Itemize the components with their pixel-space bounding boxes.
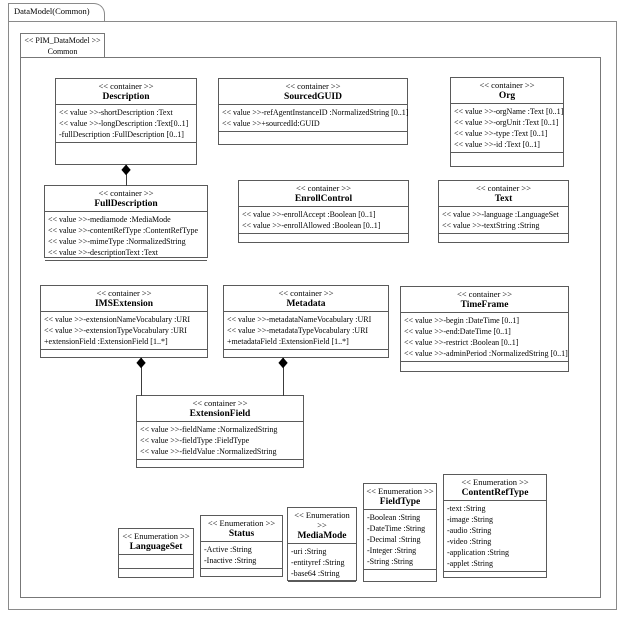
package-name: Common — [47, 47, 78, 56]
class-name: Org — [498, 91, 516, 101]
class-name: LanguageSet — [129, 542, 183, 552]
attribute: -audio :String — [447, 526, 492, 535]
attribute: -Boolean :String — [367, 513, 421, 522]
operations-compartment — [137, 460, 303, 467]
class-header — [45, 186, 207, 212]
attribute: << value >>-id :Text [0..1] — [454, 140, 540, 149]
class-timeframe[interactable] — [400, 286, 569, 372]
class-sourcedguid[interactable] — [218, 78, 408, 145]
package-stereotype: << PIM_DataModel >> — [24, 36, 101, 45]
attribute: -text :String — [447, 504, 486, 513]
attribute: +extensionField :ExtensionField [1..*] — [44, 337, 168, 346]
class-text[interactable] — [438, 180, 569, 243]
attributes-compartment — [401, 313, 568, 362]
attributes-compartment — [364, 510, 436, 570]
stereotype-label: << container >> — [96, 288, 152, 298]
attribute: << value >>-metadataNameVocabulary :URI — [227, 315, 372, 324]
attribute: +metadataField :ExtensionField [1..*] — [227, 337, 349, 346]
attribute: << value >>-extensionTypeVocabulary :URI — [44, 326, 187, 335]
attribute: << value >>-textString :String — [442, 221, 540, 230]
stereotype-label: << container >> — [98, 81, 154, 91]
diagram-tab[interactable]: DataModel(Common) — [8, 3, 105, 22]
composition-diamond-icon: ◆ — [278, 353, 288, 370]
attribute: -String :String — [367, 557, 414, 566]
stereotype-label: << container >> — [295, 183, 352, 193]
attributes-compartment — [45, 212, 207, 261]
attribute: -Decimal :String — [367, 535, 421, 544]
class-header — [56, 79, 196, 105]
attribute: -DateTime :String — [367, 524, 426, 533]
attribute: << value >>-descriptionText :Text — [48, 248, 159, 257]
stereotype-label: << container >> — [479, 80, 535, 90]
class-name: ContentRefType — [461, 488, 529, 498]
attribute: << value >>-fieldType :FieldType — [140, 436, 250, 445]
operations-compartment — [224, 350, 388, 357]
attribute: -applet :String — [447, 559, 493, 568]
attributes-compartment — [119, 555, 193, 569]
class-name: EnrollControl — [294, 194, 353, 204]
class-header — [288, 508, 356, 544]
stereotype-label: << container >> — [98, 188, 154, 198]
class-header — [224, 286, 388, 312]
composition-diamond-icon: ◆ — [121, 160, 131, 177]
attribute: << value >>-end:DateTime [0..1] — [404, 327, 511, 336]
operations-compartment — [451, 153, 563, 166]
attribute: << value >>-fieldName :NormalizedString — [140, 425, 278, 434]
attribute: << value >>-longDescription :Text[0..1] — [59, 119, 189, 128]
class-header — [364, 484, 436, 510]
operations-compartment — [119, 569, 193, 577]
attributes-compartment — [201, 542, 282, 569]
attribute: << value >>-enrollAccept :Boolean [0..1] — [242, 210, 376, 219]
class-header — [401, 287, 568, 313]
attribute: -Active :String — [204, 545, 252, 554]
class-fieldtype[interactable] — [363, 483, 437, 582]
stereotype-label: << container >> — [475, 183, 532, 193]
attribute: << value >>-language :LanguageSet — [442, 210, 559, 219]
attribute: -application :String — [447, 548, 509, 557]
operations-compartment — [41, 350, 207, 357]
attribute: -entityref :String — [291, 558, 345, 567]
class-name: TimeFrame — [460, 300, 509, 310]
class-header — [239, 181, 408, 207]
class-fulldescription[interactable] — [44, 185, 208, 258]
stereotype-label: << container >> — [456, 289, 513, 299]
attributes-compartment — [444, 501, 546, 572]
class-name: ExtensionField — [189, 409, 251, 419]
attributes-compartment — [224, 312, 388, 350]
attributes-compartment — [451, 104, 563, 153]
class-org[interactable] — [450, 77, 564, 167]
attribute: << value >>-enrollAllowed :Boolean [0..1] — [242, 221, 381, 230]
class-languageset[interactable] — [118, 528, 194, 578]
attributes-compartment — [288, 544, 356, 582]
attribute: << value >>-contentRefType :ContentRefType — [48, 226, 198, 235]
class-header — [451, 78, 563, 104]
class-extensionfield[interactable] — [136, 395, 304, 468]
attribute: << value >>-adminPeriod :NormalizedString [0..1] — [404, 349, 568, 358]
attribute: << value >>-refAgentInstanceID :NormalizedString [0..1] — [222, 108, 409, 117]
class-header — [41, 286, 207, 312]
attribute: << value >>-type :Text [0..1] — [454, 129, 548, 138]
class-name: Description — [102, 92, 150, 102]
class-mediamode[interactable] — [287, 507, 357, 581]
operations-compartment — [201, 569, 282, 576]
attributes-compartment — [239, 207, 408, 234]
class-enrollcontrol[interactable] — [238, 180, 409, 243]
stereotype-label: << Enumeration >> — [207, 518, 276, 528]
attribute: << value >>-restrict :Boolean [0..1] — [404, 338, 519, 347]
class-name: FullDescription — [94, 199, 158, 209]
class-status[interactable] — [200, 515, 283, 577]
stereotype-label: << container >> — [285, 81, 341, 91]
attribute: << value >>-metadataTypeVocabulary :URI — [227, 326, 369, 335]
operations-compartment — [364, 570, 436, 581]
operations-compartment — [288, 582, 356, 588]
attributes-compartment — [41, 312, 207, 350]
attribute: -uri :String — [291, 547, 327, 556]
attribute: << value >>-mediamode :MediaMode — [48, 215, 171, 224]
attribute: << value >>+sourcedId:GUID — [222, 119, 320, 128]
attribute: << value >>-mimeType :NormalizedString — [48, 237, 186, 246]
composition-diamond-icon: ◆ — [136, 353, 146, 370]
stereotype-label: << container >> — [192, 398, 248, 408]
stereotype-label: << Enumeration >> — [294, 510, 350, 530]
attribute: << value >>-fieldValue :NormalizedString — [140, 447, 277, 456]
attribute: -fullDescription :FullDescription [0..1] — [59, 130, 184, 139]
stereotype-label: << container >> — [278, 288, 334, 298]
attributes-compartment — [439, 207, 568, 234]
attribute: << value >>-orgName :Text [0..1] — [454, 107, 564, 116]
class-name: Metadata — [286, 299, 326, 309]
class-name: Status — [228, 529, 255, 539]
attribute: << value >>-orgUnit :Text [0..1] — [454, 118, 559, 127]
class-description[interactable] — [55, 78, 197, 165]
class-name: MediaMode — [297, 531, 347, 541]
class-header — [439, 181, 568, 207]
class-header — [119, 529, 193, 555]
attribute: << value >>-shortDescription :Text — [59, 108, 173, 117]
class-header — [444, 475, 546, 501]
operations-compartment — [219, 132, 407, 144]
attribute: << value >>-extensionNameVocabulary :URI — [44, 315, 191, 324]
attribute: -Inactive :String — [204, 556, 257, 565]
class-contentreftype[interactable] — [443, 474, 547, 578]
class-name: SourcedGUID — [284, 92, 342, 102]
attributes-compartment — [56, 105, 196, 143]
attributes-compartment — [219, 105, 407, 132]
class-name: FieldType — [379, 497, 421, 507]
class-imsextension[interactable] — [40, 285, 208, 358]
class-name: Text — [494, 194, 513, 204]
package-label[interactable] — [20, 33, 105, 58]
attributes-compartment — [137, 422, 303, 460]
stereotype-label: << Enumeration >> — [122, 531, 190, 541]
class-header — [201, 516, 282, 542]
class-header — [219, 79, 407, 105]
attribute: -video :String — [447, 537, 492, 546]
attribute: -base64 :String — [291, 569, 340, 578]
attribute: -image :String — [447, 515, 493, 524]
operations-compartment — [239, 234, 408, 242]
class-metadata[interactable] — [223, 285, 389, 358]
class-header — [137, 396, 303, 422]
operations-compartment — [45, 261, 207, 267]
operations-compartment — [401, 362, 568, 371]
operations-compartment — [444, 572, 546, 578]
attribute: -Integer :String — [367, 546, 417, 555]
class-name: IMSExtension — [94, 299, 154, 309]
stereotype-label: << Enumeration >> — [461, 477, 529, 487]
operations-compartment — [439, 234, 568, 242]
stereotype-label: << Enumeration >> — [366, 486, 434, 496]
attribute: << value >>-begin :DateTime [0..1] — [404, 316, 520, 325]
